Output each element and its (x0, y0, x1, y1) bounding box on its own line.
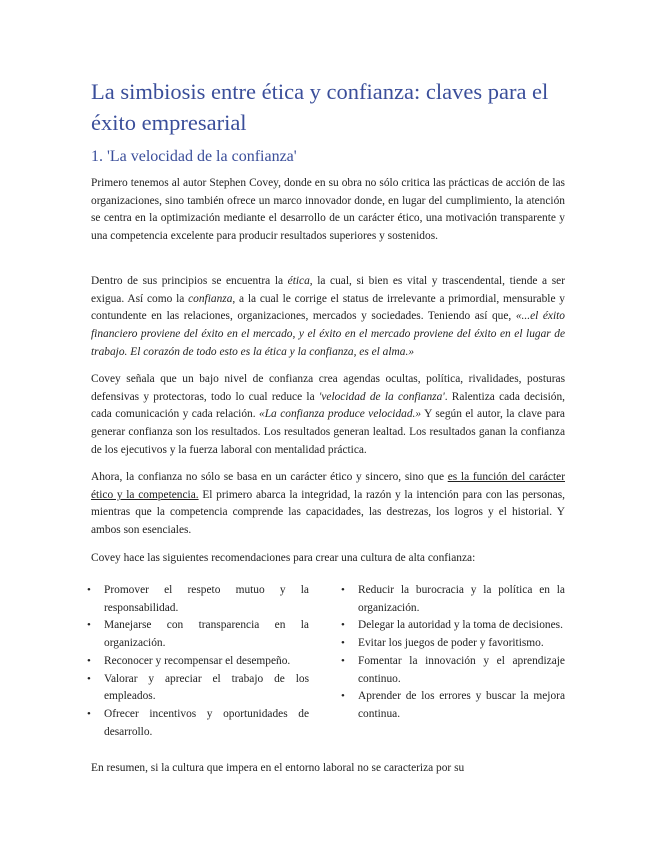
text-run: Covey señala que un bajo nivel de confianza crea agendas ocultas, política, rivalidades, posturas defensivas y protectoras, todo lo cual reduce la (91, 373, 565, 403)
list-item (87, 653, 309, 671)
list-item (341, 582, 565, 617)
list-item-text: Fomentar la innovación y el aprendizaje continuo. (358, 654, 565, 685)
list-item (341, 617, 565, 635)
bullet-icon: • (87, 584, 91, 596)
text-run: Ahora, la confianza no sólo se basa en un carácter ético y sincero, sino que (91, 471, 448, 483)
list-item-text: Ofrecer incentivos y oportunidades de desarrollo. (104, 707, 309, 738)
list-item (341, 653, 565, 688)
list-item (87, 617, 309, 652)
list-item-text: Promover el respeto mutuo y la responsabilidad. (104, 584, 309, 614)
paragraph-principles (91, 273, 565, 362)
text-run: , la cual, si bien es vital y trascendental, tiende a ser exigua. Así como la (91, 275, 565, 305)
list-item (341, 688, 565, 723)
bullet-icon: • (341, 654, 345, 667)
list-item-text: Aprender de los errores y buscar la mejora continua. (358, 690, 565, 720)
list-item-text: Reconocer y recompensar el desempeño. (104, 654, 291, 667)
paragraph-recommendations: Covey hace las siguientes recomendaciones para crear una cultura de alta confianza: (91, 552, 476, 564)
list-item (341, 635, 565, 653)
section-heading: 1. 'La velocidad de la confianza' (91, 148, 297, 165)
text-run: . Ralentiza cada decisión, cada comunicación y cada relación. (91, 390, 565, 421)
list-item-text: Evitar los juegos de poder y favoritismo. (358, 637, 544, 650)
text-run: El primero abarca la integridad, la razón y la intención para con las personas, mientras que la competencia comprende las capacidades, las destrezas, los logros y el historial. Y ambos son esenciales. (91, 488, 565, 537)
bullet-icon: • (87, 619, 91, 632)
quote-velocidad: «La confianza produce velocidad.» (259, 408, 422, 421)
text-run: , a la cual le corrige el status de irrelevante a primordial, mensurable y contundente en las relaciones, organizaciones, mercados y sociedades. Teniendo así que, (91, 292, 565, 323)
list-item-text: Delegar la autoridad y la toma de decisiones. (358, 619, 563, 632)
bullet-icon: • (87, 707, 91, 720)
bullet-icon: • (341, 637, 345, 650)
list-item-text: Valorar y apreciar el trabajo de los empleados. (104, 672, 309, 703)
emphasis-velocidad: 'velocidad de la confianza' (318, 390, 445, 403)
document-title: La simbiosis entre ética y confianza: claves para el éxito empresarial (91, 79, 549, 135)
list-item (87, 706, 309, 741)
list-item-text: Reducir la burocracia y la política en la organización. (358, 584, 565, 614)
bullet-icon: • (341, 584, 345, 596)
quote-corazon: «...el éxito financiero proviene del éxito en el mercado, y el éxito en el mercado proviene del éxito en el lugar de trabajo. El corazón de todo esto es la ética y la confianza, es el alma.» (91, 310, 565, 358)
paragraph-low-trust (91, 371, 565, 460)
text-run: Y según el autor, la clave para generar confianza son los resultados. Los resultados generan lealtad. Los resultados ganan la confianza de los ejecutivos y la fuerza laboral con mentalidad práctica. (91, 408, 565, 456)
bullet-list-right (341, 582, 565, 724)
bullet-icon: • (87, 654, 91, 667)
emphasis-etica: ética (287, 275, 310, 287)
list-item (87, 671, 309, 706)
bullet-icon: • (87, 672, 91, 685)
paragraph-summary: En resumen, si la cultura que impera en el entorno laboral no se caracteriza por su (91, 762, 465, 774)
emphasis-confianza: confianza (188, 292, 233, 305)
bullet-icon: • (341, 690, 345, 703)
list-item-text: Manejarse con transparencia en la organización. (104, 619, 309, 650)
text-run: Dentro de sus principios se encuentra la (91, 275, 288, 287)
paragraph-competencia (91, 469, 565, 540)
bullet-icon: • (341, 619, 345, 632)
paragraph-intro: Primero tenemos al autor Stephen Covey, donde en su obra no sólo critica las prácticas de acción de las organizaciones, sino también ofrece un marco innovador donde, en lugar del cumplimiento, la atención se centra en la optimización mediante el desarrollo de un carácter ético, una motivación transparente y una competencia excelente para producir resultados superiores y sostenidos. (91, 177, 565, 243)
list-item (87, 582, 309, 617)
bullet-list-left (87, 582, 309, 741)
underlined-phrase: es la función del carácter ético y la competencia. (91, 471, 565, 501)
